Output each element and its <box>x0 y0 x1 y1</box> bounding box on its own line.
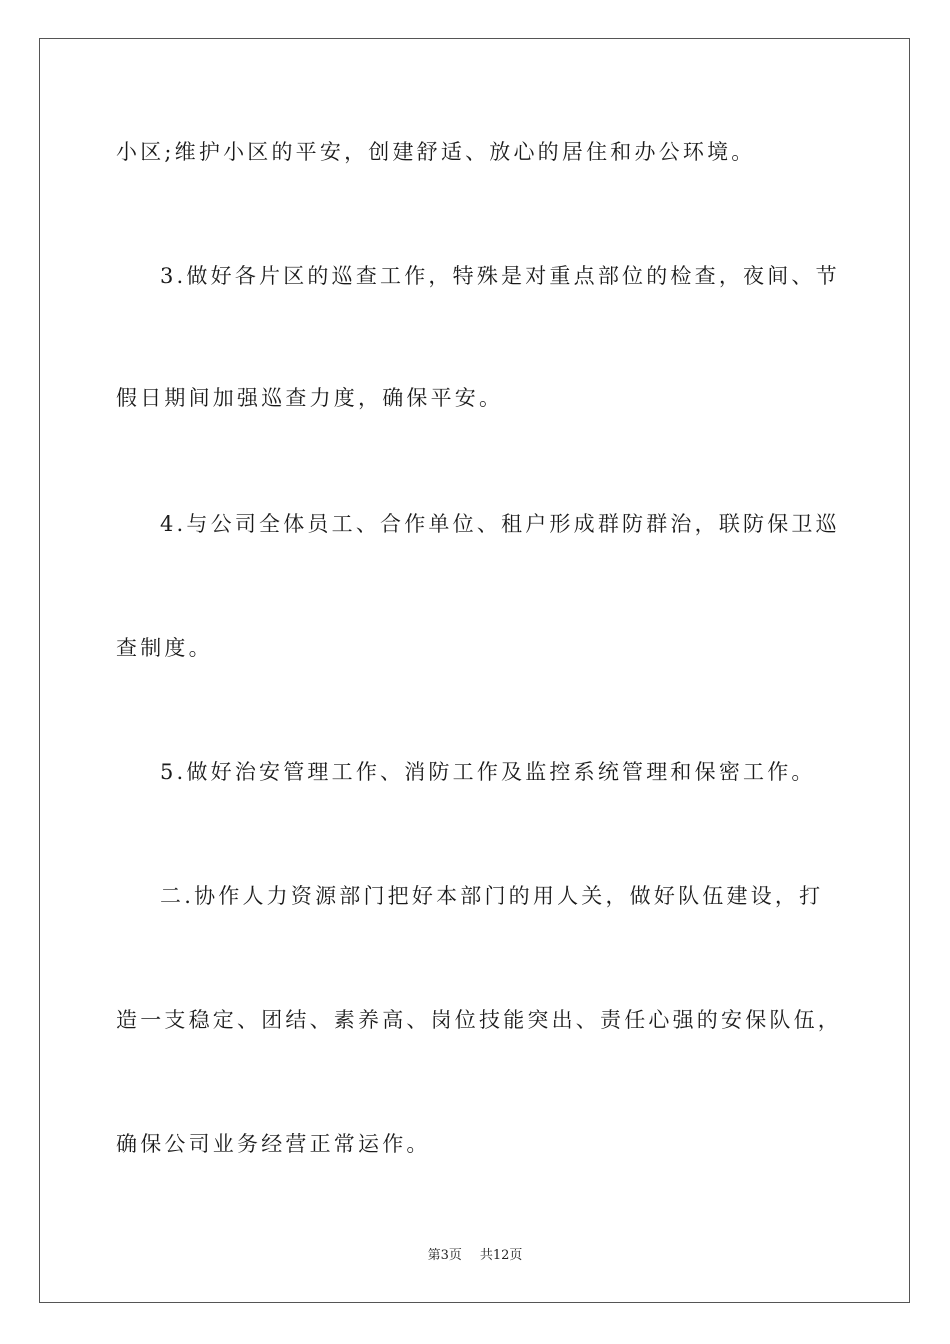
paragraph-line-2: 3.做好各片区的巡查工作，特殊是对重点部位的检查，夜间、节 <box>160 264 840 288</box>
paragraph-line-8: 造一支稳定、团结、素养高、岗位技能突出、责任心强的安保队伍， <box>116 1008 842 1032</box>
page-border <box>39 38 910 1303</box>
page-number: 第3页 <box>427 1248 462 1263</box>
paragraph-line-7: 二.协作人力资源部门把好本部门的用人关，做好队伍建设，打 <box>160 884 824 908</box>
paragraph-line-4: 4.与公司全体员工、合作单位、租户形成群防群治，联防保卫巡 <box>160 512 840 536</box>
page-footer <box>0 1244 950 1263</box>
paragraph-line-1: 小区;维护小区的平安，创建舒适、放心的居住和办公环境。 <box>116 140 756 164</box>
paragraph-line-3: 假日期间加强巡查力度，确保平安。 <box>116 386 504 410</box>
paragraph-line-5: 查制度。 <box>116 636 213 660</box>
paragraph-line-6: 5.做好治安管理工作、消防工作及监控系统管理和保密工作。 <box>160 760 816 784</box>
paragraph-line-9: 确保公司业务经营正常运作。 <box>116 1132 431 1156</box>
page-total: 共12页 <box>479 1248 523 1263</box>
